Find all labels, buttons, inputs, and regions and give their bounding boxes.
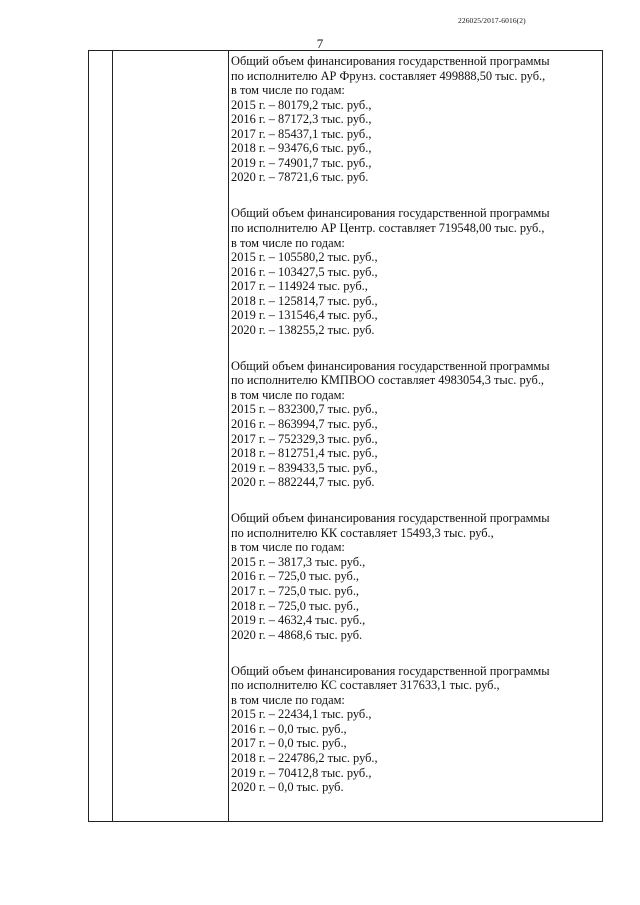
funding-year-2019: 2019 г. – 131546,4 тыс. руб., bbox=[231, 308, 378, 323]
funding-year-2016: 2016 г. – 863994,7 тыс. руб., bbox=[231, 417, 378, 432]
funding-year-2019: 2019 г. – 839433,5 тыс. руб., bbox=[231, 460, 378, 475]
funding-year-2018: 2018 г. – 725,0 тыс. руб., bbox=[231, 598, 360, 613]
funding-year-2018: 2018 г. – 125814,7 тыс. руб., bbox=[231, 293, 378, 308]
funding-year-2015: 2015 г. – 832300,7 тыс. руб., bbox=[231, 402, 378, 417]
funding-year-2018: 2018 г. – 93476,6 тыс. руб., bbox=[231, 141, 372, 156]
funding-block-kk bbox=[231, 511, 596, 642]
funding-total: по исполнителю КМПВОО составляет 4983054,3 тыс. руб., bbox=[231, 373, 545, 388]
funding-total: по исполнителю АР Центр. составляет 719548,00 тыс. руб., bbox=[231, 220, 545, 235]
funding-by-years-label: в том числе по годам: bbox=[231, 540, 345, 555]
funding-year-2015: 2015 г. – 105580,2 тыс. руб., bbox=[231, 250, 378, 265]
funding-year-2020: 2020 г. – 882244,7 тыс. руб. bbox=[231, 475, 375, 490]
funding-by-years-label: в том числе по годам: bbox=[231, 387, 345, 402]
funding-year-2017: 2017 г. – 725,0 тыс. руб., bbox=[231, 584, 360, 598]
funding-by-years-label: в том числе по годам: bbox=[231, 83, 345, 98]
funding-heading: Общий объем финансирования государственной программы bbox=[231, 54, 550, 68]
funding-block-ks bbox=[231, 664, 596, 795]
funding-year-2017: 2017 г. – 85437,1 тыс. руб., bbox=[231, 126, 372, 141]
funding-year-2019: 2019 г. – 74901,7 тыс. руб., bbox=[231, 155, 372, 170]
funding-year-2018: 2018 г. – 224786,2 тыс. руб., bbox=[231, 750, 378, 765]
funding-year-2015: 2015 г. – 3817,3 тыс. руб., bbox=[231, 554, 366, 569]
funding-year-2020: 2020 г. – 0,0 тыс. руб. bbox=[231, 780, 344, 795]
funding-total: по исполнителю АР Фрунз. составляет 499888,50 тыс. руб., bbox=[231, 68, 546, 83]
document-code: 226025/2017-6016(2) bbox=[458, 16, 526, 25]
funding-year-2020: 2020 г. – 78721,6 тыс. руб. bbox=[231, 170, 369, 185]
funding-year-2016: 2016 г. – 725,0 тыс. руб., bbox=[231, 569, 360, 584]
funding-year-2019: 2019 г. – 4632,4 тыс. руб., bbox=[231, 613, 366, 628]
funding-year-2016: 2016 г. – 0,0 тыс. руб., bbox=[231, 721, 347, 736]
funding-block-kmpvoo bbox=[231, 359, 596, 490]
funding-heading: Общий объем финансирования государственной программы bbox=[231, 663, 550, 678]
funding-by-years-label: в том числе по годам: bbox=[231, 692, 345, 707]
funding-year-2016: 2016 г. – 103427,5 тыс. руб., bbox=[231, 264, 378, 279]
funding-year-2017: 2017 г. – 0,0 тыс. руб., bbox=[231, 736, 347, 751]
funding-total: по исполнителю КК составляет 15493,3 тыс. руб., bbox=[231, 525, 494, 540]
funding-year-2015: 2015 г. – 22434,1 тыс. руб., bbox=[231, 707, 372, 722]
funding-text-cell bbox=[231, 54, 596, 816]
page-number: 7 bbox=[316, 36, 324, 51]
funding-heading: Общий объем финансирования государственной программы bbox=[231, 206, 550, 221]
funding-year-2018: 2018 г. – 812751,4 тыс. руб., bbox=[231, 446, 378, 461]
funding-year-2017: 2017 г. – 752329,3 тыс. руб., bbox=[231, 431, 378, 446]
table-column-divider-1 bbox=[112, 51, 113, 821]
table-column-divider-2 bbox=[228, 51, 229, 821]
funding-year-2017: 2017 г. – 114924 тыс. руб., bbox=[231, 279, 368, 294]
funding-block-ar-frunz bbox=[231, 54, 596, 185]
funding-heading: Общий объем финансирования государственной программы bbox=[231, 511, 550, 526]
funding-year-2020: 2020 г. – 138255,2 тыс. руб. bbox=[231, 322, 375, 337]
funding-year-2020: 2020 г. – 4868,6 тыс. руб. bbox=[231, 627, 363, 642]
funding-heading: Общий объем финансирования государственной программы bbox=[231, 358, 550, 373]
funding-year-2015: 2015 г. – 80179,2 тыс. руб., bbox=[231, 97, 372, 112]
funding-block-ar-centr bbox=[231, 206, 596, 337]
funding-year-2016: 2016 г. – 87172,3 тыс. руб., bbox=[231, 112, 372, 127]
funding-total: по исполнителю КС составляет 317633,1 тыс. руб., bbox=[231, 678, 500, 693]
funding-year-2019: 2019 г. – 70412,8 тыс. руб., bbox=[231, 765, 372, 780]
funding-by-years-label: в том числе по годам: bbox=[231, 235, 345, 250]
